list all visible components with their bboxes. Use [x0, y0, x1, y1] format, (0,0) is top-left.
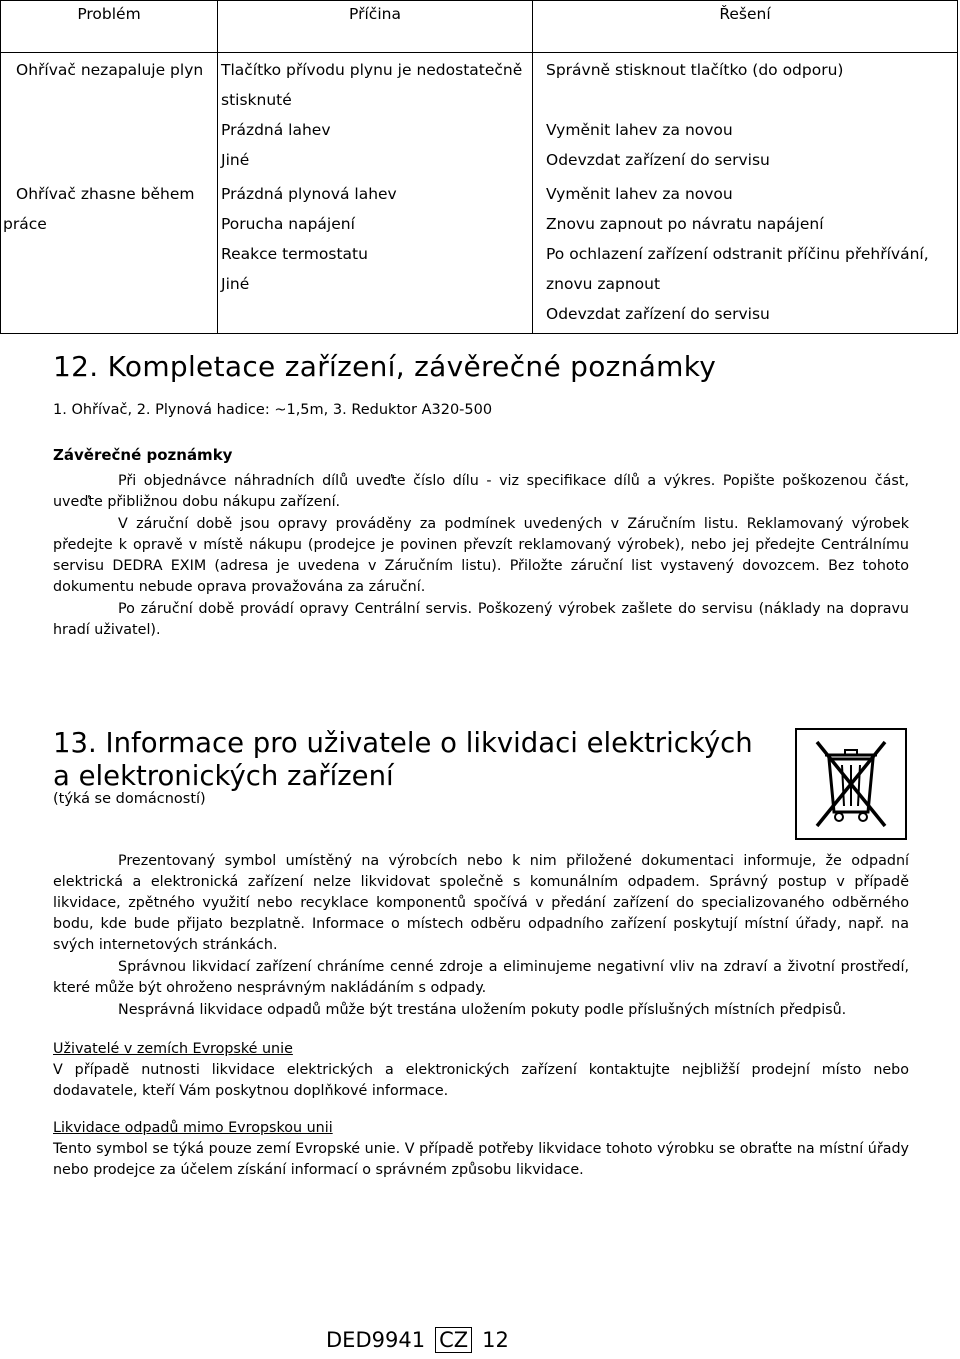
section-13-subheading: (týká se domácností): [53, 791, 206, 807]
table-header-row: [1, 1, 958, 53]
cause-cell: [218, 179, 533, 334]
notes-paragraph-1: Při objednávce náhradních dílů uveďte číslo dílu - viz specifikace dílů a výkres. Popište poškozenou část, uveďte přibližnou dobu nákupu zařízení.: [53, 473, 909, 510]
disposal-paragraph-3: Nesprávná likvidace odpadů může být trestána uložením pokuty podle příslušných místních předpisů.: [118, 1002, 847, 1018]
eu-users-text: V případě nutnosti likvidace elektrických a elektronických zařízení kontaktujte nejbližší prodejní místo nebo dodavatele, kteří Vám poskytnou doplňkové informace.: [53, 1062, 909, 1099]
cause-line: Porucha napájení: [221, 215, 355, 233]
cause-line: Jiné: [221, 275, 250, 293]
solution-line: Vyměnit lahev za novou: [546, 121, 733, 139]
solution-cell: [533, 53, 958, 180]
header-cause: Příčina: [218, 1, 533, 53]
cause-line: stisknuté: [221, 91, 292, 109]
table-row: [1, 53, 958, 180]
problem-cell: [1, 53, 218, 180]
solution-line: Odevzdat zařízení do servisu: [546, 151, 770, 169]
solution-line: Vyměnit lahev za novou: [546, 185, 733, 203]
eu-users-title: Uživatelé v zemích Evropské unie: [53, 1041, 293, 1057]
troubleshooting-table: [0, 0, 958, 334]
non-eu-text: Tento symbol se týká pouze zemí Evropské unie. V případě potřeby likvidace tohoto výrobku se obraťte na místní úřady nebo prodejce za účelem získání informací o správném způsobu likvidace.: [53, 1141, 909, 1178]
solution-cell: [533, 179, 958, 334]
problem-line: Ohřívač zhasne během: [16, 185, 195, 203]
cause-line: Reakce termostatu: [221, 245, 368, 263]
table-row: [1, 179, 958, 334]
page-footer: [326, 1327, 509, 1353]
solution-line: Správně stisknout tlačítko (do odporu): [546, 61, 844, 79]
cause-cell: [218, 53, 533, 180]
disposal-paragraph-2: Správnou likvidací zařízení chráníme cenné zdroje a eliminujeme negativní vliv na zdraví a životní prostředí, které může být ohroženo nesprávným nakládáním s odpady.: [53, 959, 909, 996]
cause-line: Tlačítko přívodu plynu je nedostatečně: [221, 61, 523, 79]
crossed-out-wheelie-bin-icon: [795, 728, 907, 840]
header-problem: Problém: [1, 1, 218, 53]
solution-line: znovu zapnout: [546, 275, 661, 293]
section-13-heading: 13. Informace pro uživatele o likvidaci elektrických a elektronických zařízení: [53, 727, 753, 792]
model-number: DED9941: [326, 1328, 426, 1352]
cause-line: Jiné: [221, 151, 250, 169]
solution-line: Znovu zapnout po návratu napájení: [546, 215, 824, 233]
solution-line: Odevzdat zařízení do servisu: [546, 305, 770, 323]
section-12-heading: 12. Kompletace zařízení, závěrečné poznámky: [53, 350, 717, 383]
problem-line: Ohřívač nezapaluje plyn: [16, 61, 204, 79]
notes-title: Závěrečné poznámky: [53, 446, 233, 464]
cause-line: Prázdná plynová lahev: [221, 185, 397, 203]
parts-list: 1. Ohřívač, 2. Plynová hadice: ~1,5m, 3. Reduktor A320-500: [53, 402, 493, 418]
page-number: 12: [482, 1328, 509, 1352]
non-eu-title: Likvidace odpadů mimo Evropskou unii: [53, 1120, 333, 1136]
solution-line: Po ochlazení zařízení odstranit příčinu přehřívání,: [546, 245, 929, 263]
header-solution: Řešení: [533, 1, 958, 53]
disposal-paragraph-1: Prezentovaný symbol umístěný na výrobcích nebo k nim přiložené dokumentaci informuje, že odpadní elektrická a elektronická zařízení nelze likvidovat společně s komunálním odpadem. Správný postup v případě likvidace, zpětného využití nebo recyklace komponentů spočívá v předání zařízení do specializovaného odběrného bodu, kde bude přijato bezplatně. Informace o místech odběru odpadního zařízení poskytují místní úřady, např. na svých internetových stránkách.: [53, 853, 909, 953]
problem-line: práce: [3, 215, 47, 233]
cause-line: Prázdná lahev: [221, 121, 331, 139]
problem-cell: [1, 179, 218, 334]
notes-paragraph-2: V záruční době jsou opravy prováděny za podmínek uvedených v Záručním listu. Reklamovaný výrobek předejte k opravě v místě nákupu (prodejce je povinen převzít reklamovaný výrobek), nebo jej předejte Centrálnímu servisu DEDRA EXIM (adresa je uvedena v Záručním listu). Přiložte záruční list vystavený dovozcem. Bez tohoto dokumentu nebude oprava provažována za záruční.: [53, 516, 909, 595]
notes-paragraph-3: Po záruční době provádí opravy Centrální servis. Poškozený výrobek zašlete do servisu (náklady na dopravu hradí uživatel).: [53, 601, 909, 638]
language-badge: CZ: [435, 1327, 472, 1353]
